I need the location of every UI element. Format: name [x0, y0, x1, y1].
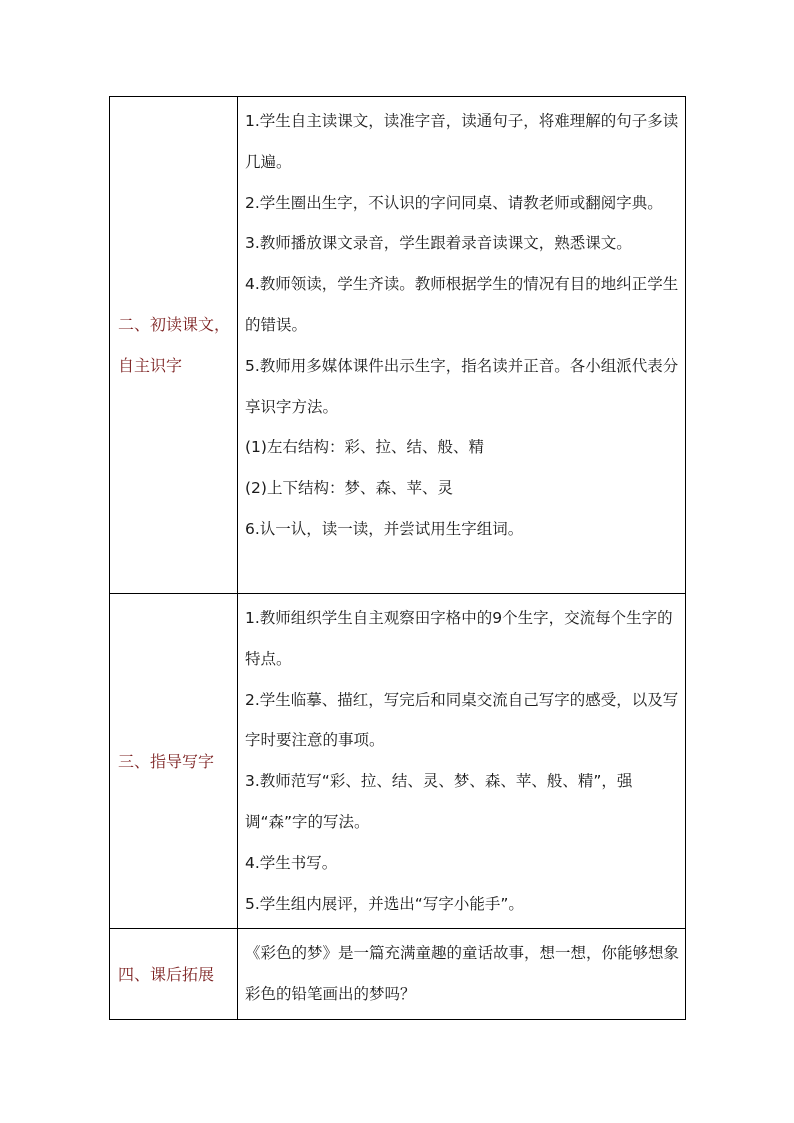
list-item: 2.学生圈出生字，不认识的字问同桌、请教老师或翻阅字典。 — [245, 193, 663, 212]
list-item: 2.学生临摹、描红，写完后和同桌交流自己写字的感受，以及写字时要注意的事项。 — [245, 690, 679, 750]
list-item: 3.教师播放课文录音，学生跟着录音读课文，熟悉课文。 — [245, 234, 632, 253]
list-item: 5.学生组内展评，并选出“写字小能手”。 — [245, 894, 524, 913]
table-row — [110, 97, 686, 594]
list-item: 4.学生书写。 — [245, 853, 338, 872]
stage-cell — [110, 594, 238, 929]
list-item: (2)上下结构：梦、森、苹、灵 — [245, 479, 453, 498]
list-item: 1.学生自主读课文，读准字音，读通句子，将难理解的句子多读几遍。 — [245, 112, 679, 171]
stage-cell — [110, 929, 238, 1020]
list-item: 4.教师领读，学生齐读。教师根据学生的情况有目的地纠正学生的错误。 — [245, 275, 679, 334]
list-item: 3.教师范写“彩、拉、结、灵、梦、森、苹、般、精”，强调“森”字的写法。 — [245, 772, 633, 831]
list-item: 《彩色的梦》是一篇充满童趣的童话故事，想一想，你能够想象彩色的铅笔画出的梦吗？ — [245, 944, 680, 1004]
stage-label: 二、初读课文，自主识字 — [118, 315, 231, 375]
stage-cell — [110, 97, 238, 594]
table-row — [110, 594, 686, 929]
list-item: 5.教师用多媒体课件出示生字，指名读并正音。各小组派代表分享识字方法。 — [245, 356, 679, 416]
list-item: (1)左右结构：彩、拉、结、般、精 — [245, 438, 484, 457]
content-cell — [238, 929, 686, 1020]
list-item: 6.认一认，读一读，并尝试用生字组词。 — [245, 519, 524, 538]
lesson-plan-table — [109, 96, 686, 1020]
list-item: 1.教师组织学生自主观察田字格中的9个生字，交流每个生字的特点。 — [245, 609, 673, 668]
stage-label: 三、指导写字 — [118, 751, 215, 771]
content-cell — [238, 594, 686, 929]
content-cell — [238, 97, 686, 594]
stage-label: 四、课后拓展 — [118, 964, 215, 984]
table-row — [110, 929, 686, 1020]
